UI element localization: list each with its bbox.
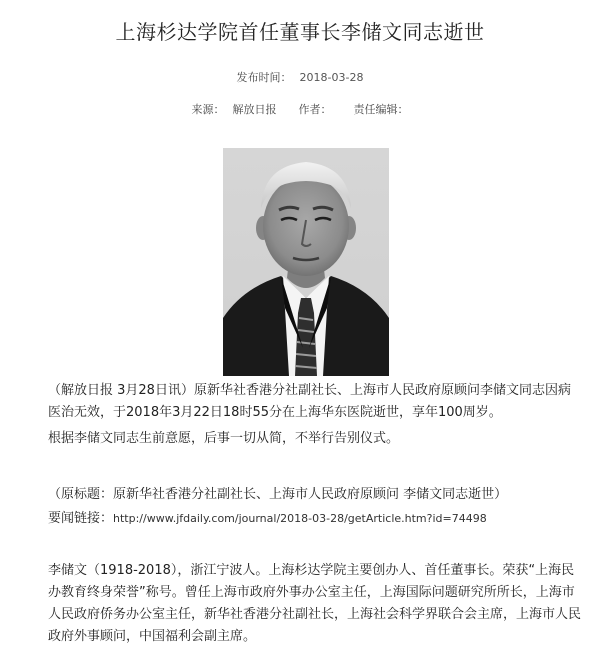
portrait-photo	[223, 148, 389, 376]
article-paragraph-3: 李储文（1918-2018），浙江宁波人。上海杉达学院主要创办人、首任董事长。荣获“上海民办教育终身荣誉”称号。曾任上海市政府外事办公室主任，上海国际问题研究所所长，上海市人民政府侨务办公室主任，新华社香港分社副社长，上海社会科学界联合会主席，上海市人民政府外事顾问，中国福利会副主席。	[48, 563, 582, 644]
article-paragraph-2: 根据李储文同志生前意愿，后事一切从简，不举行告别仪式。	[48, 431, 400, 446]
source-label: 来源：	[191, 103, 225, 116]
article-title: 上海杉达学院首任董事长李储文同志逝世	[115, 20, 485, 44]
editor-label: 责任编辑：	[353, 103, 409, 116]
source-value[interactable]: 解放日报	[232, 103, 277, 116]
article-paragraph-1: （解放日报 3月28日讯）原新华社香港分社副社长、上海市人民政府原顾问李储文同志因病医治无效，于2018年3月22日18时55分在上海华东医院逝世，享年100周岁。	[48, 383, 571, 420]
author-label: 作者：	[298, 103, 332, 116]
link-label: 要闻链接：	[48, 511, 114, 526]
publish-date: 2018-03-28	[299, 71, 364, 84]
publish-label: 发布时间：	[236, 71, 292, 84]
link-url[interactable]: http://www.jfdaily.com/journal/2018-03-28/getArticle.htm?id=74498	[113, 512, 487, 525]
news-link	[48, 508, 582, 530]
source-info	[0, 102, 600, 118]
publish-info	[0, 70, 600, 86]
original-title: （原标题：原新华社香港分社副社长、上海市人民政府原顾问 李储文同志逝世）	[48, 487, 508, 502]
